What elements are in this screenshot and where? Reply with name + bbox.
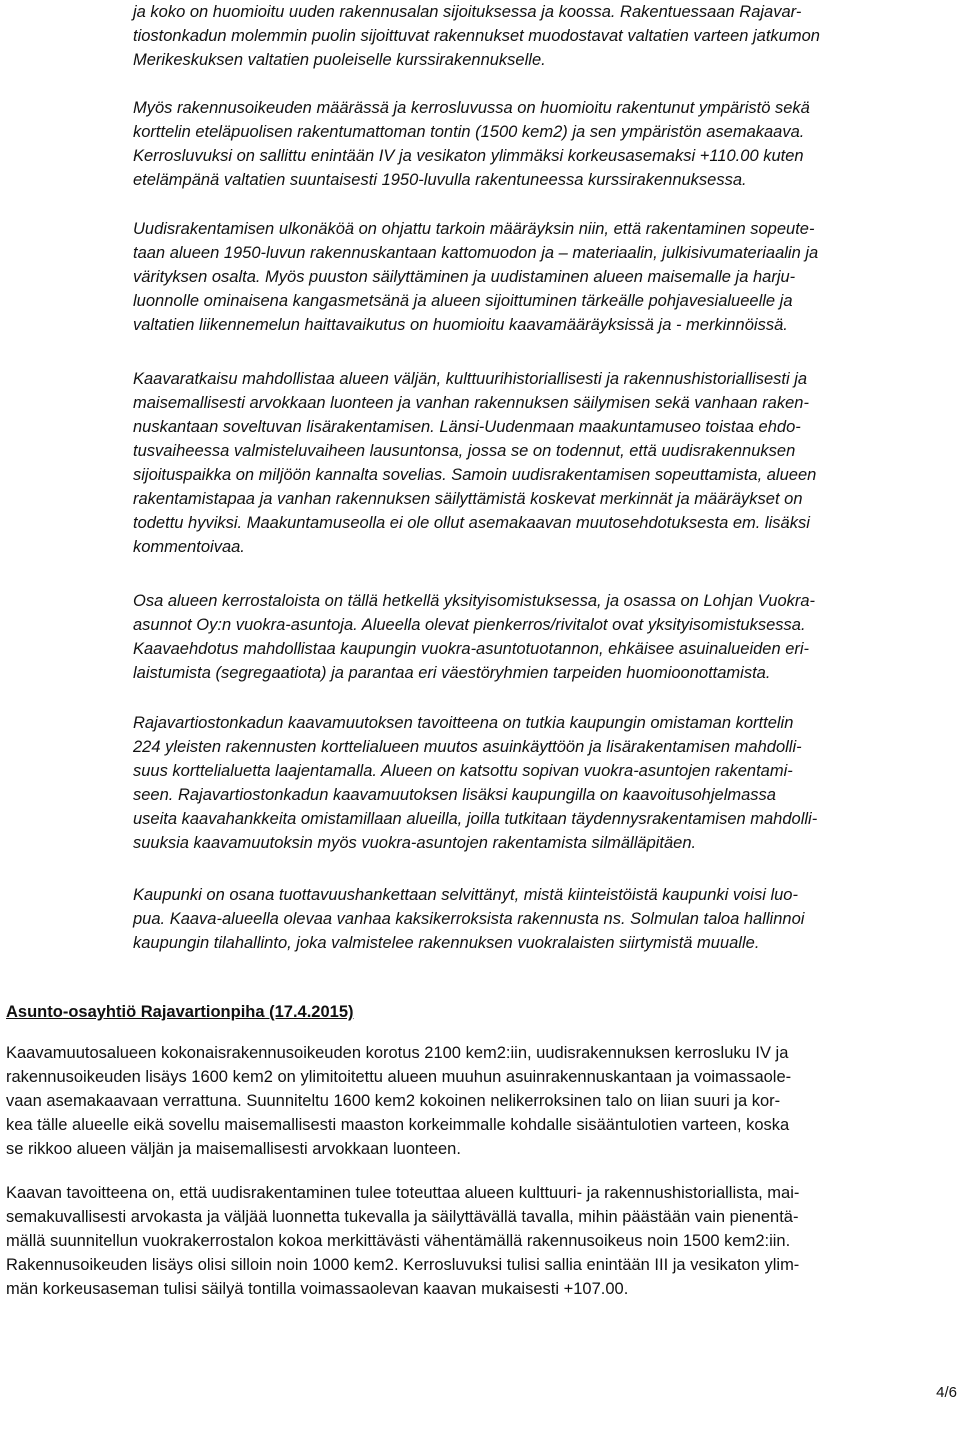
text-line: asunnot Oy:n vuokra-asuntoja. Alueella olevat pienkerros/rivitalot ovat yksityisomistuksessa. [133,616,806,634]
text-line: etelämpänä valtatien suuntaisesti 1950-luvulla rakentuneessa kurssirakennuksessa. [133,171,747,189]
text-line: rakennusoikeuden lisäys 1600 kem2 on ylimitoitettu alueen muuhun asuinrakennuskantaan ja voimassaole- [6,1068,792,1086]
text-line: Osa alueen kerrostaloista on tällä hetkellä yksityisomistuksessa, ja osassa on Lohjan Vuokra- [133,592,816,610]
quoted-paragraph [133,96,955,192]
text-line: rakentamistapaa ja vanhan rakennuksen säilyttämistä koskevat merkinnät ja määräykset on [133,490,803,508]
text-line: Kaavaehdotus mahdollistaa kaupungin vuokra-asuntotuotannon, ehkäisee asuinalueiden eri- [133,640,810,658]
text-line: kaupungin tilahallinto, joka valmistelee rakennuksen vuokralaisten siirtymistä muualle. [133,934,760,952]
text-line: kea tälle alueelle eikä sovellu maisemallisesti maaston korkeimmalle kohdalle sisääntulotien varteen, koska [6,1116,790,1134]
body-paragraph [6,1041,956,1161]
text-line: se rikkoo alueen väljän ja maisemallisesti arvokkaan luonteen. [6,1140,461,1158]
text-line: Kaupunki on osana tuottavuushankettaan selvittänyt, mistä kiinteistöistä kaupunki voisi luo- [133,886,798,904]
section-heading: Asunto-osayhtiö Rajavartionpiha (17.4.2015) [6,1003,354,1021]
text-line: värityksen osalta. Myös puuston säilyttäminen ja uudistaminen alueen maisemalle ja harju- [133,268,796,286]
text-line: Merikeskuksen valtatien puoleiselle kurssirakennukselle. [133,51,546,69]
quoted-paragraph [133,0,955,72]
text-line [133,337,955,361]
text-line: suus korttelialuetta laajentamalla. Alueen on katsottu sopivan vuokra-asuntojen rakentami- [133,762,793,780]
text-line: vaan asemakaavaan verrattuna. Suunniteltu 1600 kem2 kokoinen nelikerroksinen talo on liian suuri ja kor- [6,1092,781,1110]
text-line: pua. Kaava-alueella olevaa vanhaa kaksikerroksista rakennusta ns. Solmulan taloa hallinnoi [133,910,805,928]
text-line: Kerrosluvuksi on sallittu enintään IV ja vesikaton ylimmäksi korkeusasemaksi +110.00 kuten [133,147,804,165]
text-line: Kaavan tavoitteena on, että uudisrakentaminen tulee toteuttaa alueen kulttuuri- ja rakennushistoriallista, mai- [6,1184,800,1202]
body-paragraph [6,1181,956,1301]
text-line: todettu hyviksi. Maakuntamuseolla ei ole ollut asemakaavan muutosehdotuksesta em. lisäksi [133,514,810,532]
text-line: Kaavaratkaisu mahdollistaa alueen väljän, kulttuurihistoriallisesti ja rakennushistoriallisesti ja [133,370,808,388]
quoted-paragraph [133,217,955,361]
text-line: kommentoivaa. [133,538,245,556]
text-line: tiostonkadun molemmin puolin sijoittuvat rakennukset muodostavat valtatien varteen jatkumon [133,27,820,45]
text-line: valtatien liikennemelun haittavaikutus on huomioitu kaavamääräyksissä ja - merkinnöissä. [133,316,788,334]
page-number: 4/6 [936,1384,957,1401]
text-line: useita kaavahankkeita omistamillaan alueilla, joilla tutkitaan täydennysrakentamisen mahdolli- [133,810,818,828]
quoted-paragraph [133,589,955,685]
text-line: seen. Rajavartiostonkadun kaavamuutoksen lisäksi kaupungilla on kaavoitusohjelmassa [133,786,776,804]
quoted-paragraph [133,883,955,955]
text-line: suuksia kaavamuutoksin myös vuokra-asuntojen rakentamista silmälläpitäen. [133,834,697,852]
text-line: Rakennusoikeuden lisäys olisi silloin noin 1000 kem2. Kerrosluvuksi tulisi sallia enintään III ja vesikaton ylim- [6,1256,800,1274]
text-line: nuskantaan soveltuvan lisärakentamisen. Länsi-Uudenmaan maakuntamuseo toistaa ehdo- [133,418,801,436]
text-line: sijoituspaikka on miljöön kannalta sovelias. Samoin uudisrakentamisen sopeuttamista, alueen [133,466,817,484]
text-line: korttelin eteläpuolisen rakentumattoman tontin (1500 kem2) ja sen ympäristön asemakaava. [133,123,805,141]
quoted-paragraph [133,367,955,559]
text-line: ja koko on huomioitu uuden rakennusalan sijoituksessa ja koossa. Rakentuessaan Rajavar- [133,3,802,21]
text-line: Myös rakennusoikeuden määrässä ja kerrosluvussa on huomioitu rakentunut ympäristö sekä [133,99,810,117]
text-line: 224 yleisten rakennusten korttelialueen muutos asuinkäyttöön ja lisärakentamisen mahdolli- [133,738,802,756]
text-line: luonnolle ominaisena kangasmetsänä ja alueen sijoittuminen tärkeälle pohjavesialueelle ja [133,292,793,310]
text-line: taan alueen 1950-luvun rakennuskantaan kattomuodon ja – materiaalin, julkisivumateriaalin ja [133,244,819,262]
text-line: laistumista (segregaatiota) ja parantaa eri väestöryhmien tarpeiden huomioonottamista. [133,664,771,682]
text-line: män korkeusaseman tulisi säilyä tontilla voimassaolevan kaavan mukaisesti +107.00. [6,1280,629,1298]
text-line: Kaavamuutosalueen kokonaisrakennusoikeuden korotus 2100 kem2:iin, uudisrakennuksen kerrosluku IV ja [6,1044,789,1062]
quoted-paragraph [133,711,955,855]
text-line: tusvaiheessa valmisteluvaiheen lausuntonsa, jossa se on todennut, että uudisrakennuksen [133,442,796,460]
text-line: semakuvallisesti arvokasta ja väljää luonnetta tukevalla ja säilyttävällä tavalla, mihin päästään vain pienentä- [6,1208,799,1226]
text-line: Rajavartiostonkadun kaavamuutoksen tavoitteena on tutkia kaupungin omistaman korttelin [133,714,794,732]
text-line: Uudisrakentamisen ulkonäköä on ohjattu tarkoin määräyksin niin, että rakentaminen sopeute- [133,220,815,238]
text-line: mällä suunnitellun vuokrakerrostalon kokoa merkittävästi vähentämällä rakennusoikeus noin 1500 kem2:iin. [6,1232,791,1250]
text-line: maisemallisesti arvokkaan luonteen ja vanhan rakennuksen säilymisen sekä vanhaan raken- [133,394,809,412]
